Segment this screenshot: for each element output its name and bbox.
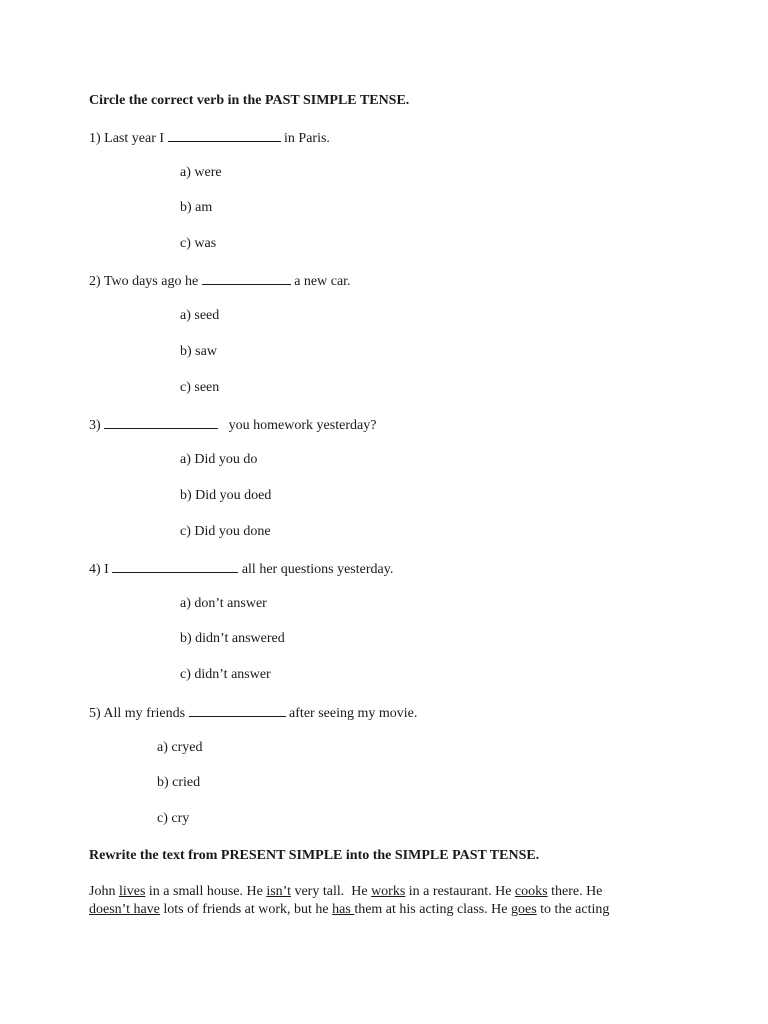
answer-blank-4 bbox=[112, 559, 238, 573]
text-segment: in a restaurant. He bbox=[405, 884, 515, 899]
underlined-verb: cooks bbox=[514, 884, 548, 899]
section1-heading: Circle the correct verb in the PAST SIMPLE TENSE. bbox=[89, 93, 410, 108]
text-segment: John bbox=[89, 884, 119, 899]
section2-heading: Rewrite the text from PRESENT SIMPLE into the SIMPLE PAST TENSE. bbox=[89, 848, 540, 863]
question-4-prefix: 4) I bbox=[89, 562, 113, 577]
answer-blank-2 bbox=[202, 271, 291, 285]
question-1-suffix: in Paris. bbox=[280, 131, 330, 146]
q4-option-c: c) didn’t answer bbox=[180, 667, 271, 682]
answer-blank-5 bbox=[189, 703, 286, 717]
question-5-prefix: 5) All my friends bbox=[89, 706, 189, 721]
underlined-verb: has bbox=[332, 902, 355, 917]
underlined-verb: goes bbox=[511, 902, 537, 917]
question-4-suffix: all her questions yesterday. bbox=[238, 562, 394, 577]
text-segment: there. He bbox=[547, 884, 603, 899]
underlined-verb: doesn’t have bbox=[89, 902, 160, 917]
text-segment: lots of friends at work, but he bbox=[159, 902, 333, 917]
paragraph-line-2 bbox=[89, 901, 609, 919]
answer-blank-3 bbox=[104, 415, 218, 429]
q2-option-a: a) seed bbox=[180, 308, 220, 323]
q3-option-a: a) Did you do bbox=[180, 452, 258, 467]
q5-option-a: a) cryed bbox=[157, 740, 203, 755]
question-2 bbox=[89, 271, 351, 289]
question-1 bbox=[89, 128, 330, 146]
question-1-prefix: 1) Last year I bbox=[89, 131, 168, 146]
q1-option-c: c) was bbox=[180, 236, 217, 251]
question-3-prefix: 3) bbox=[89, 418, 105, 433]
q3-option-c: c) Did you done bbox=[180, 524, 271, 539]
q1-option-b: b) am bbox=[180, 200, 213, 215]
q4-option-b: b) didn’t answered bbox=[180, 631, 285, 646]
question-5-suffix: after seeing my movie. bbox=[285, 706, 418, 721]
underlined-verb: works bbox=[371, 884, 406, 899]
question-2-prefix: 2) Two days ago he bbox=[89, 274, 202, 289]
underlined-verb: lives bbox=[118, 884, 146, 899]
text-segment: them at his acting class. He bbox=[354, 902, 511, 917]
q3-option-b: b) Did you doed bbox=[180, 488, 272, 503]
question-3-suffix: you homework yesterday? bbox=[218, 418, 377, 433]
q2-option-b: b) saw bbox=[180, 344, 217, 359]
q2-option-c: c) seen bbox=[180, 380, 220, 395]
answer-blank-1 bbox=[168, 128, 281, 142]
question-5 bbox=[89, 703, 417, 721]
question-3 bbox=[89, 415, 376, 433]
text-segment: in a small house. He bbox=[145, 884, 267, 899]
question-2-suffix: a new car. bbox=[290, 274, 351, 289]
q5-option-c: c) cry bbox=[157, 811, 190, 826]
q1-option-a: a) were bbox=[180, 165, 222, 180]
paragraph-line-1 bbox=[89, 883, 602, 901]
text-segment: to the acting bbox=[536, 902, 610, 917]
text-segment: very tall. He bbox=[290, 884, 372, 899]
q5-option-b: b) cried bbox=[157, 775, 201, 790]
question-4 bbox=[89, 559, 393, 577]
underlined-verb: isn’t bbox=[266, 884, 291, 899]
q4-option-a: a) don’t answer bbox=[180, 596, 267, 611]
